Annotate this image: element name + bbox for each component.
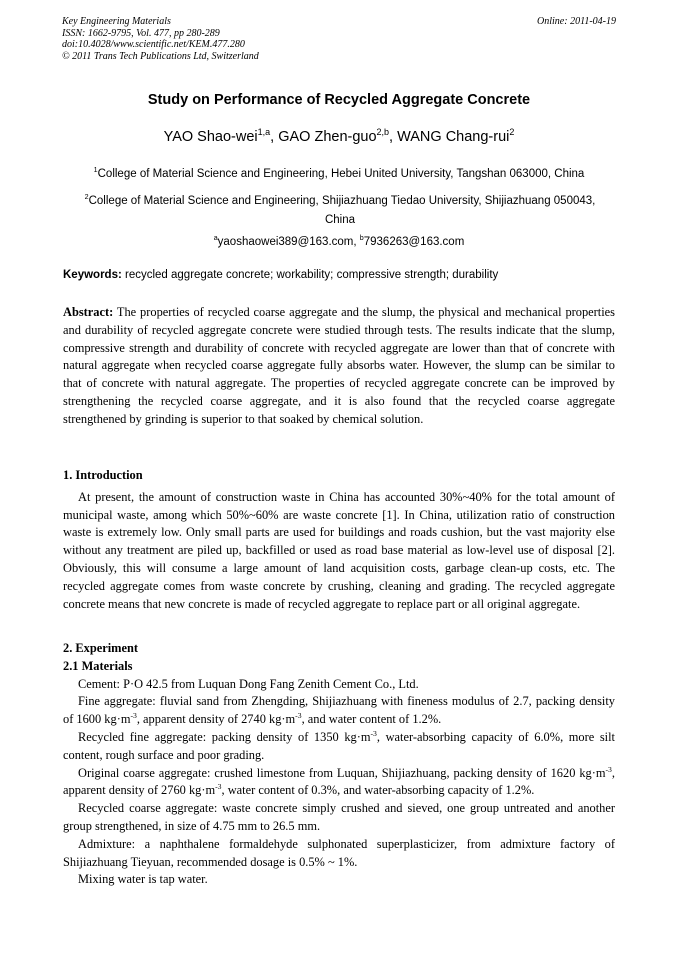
email-a[interactable]: yaoshaowei389@163.com, (217, 236, 357, 248)
paragraph-fine-aggregate (63, 693, 615, 729)
affil-mark: 2 (84, 193, 89, 202)
email-mark: b (359, 234, 364, 243)
email-b[interactable]: 7936263@163.com (363, 236, 465, 248)
email-line (62, 233, 616, 252)
issn-line: ISSN: 1662-9795, Vol. 477, pp 280-289 (62, 27, 220, 39)
abstract-text: The properties of recycled coarse aggregate and the slump, the physical and mechanical properties and durability of recycled aggregate concrete were studied through tests. The results indicate that the slump, compressive strength and durability of concrete with recycled aggregate are lower than that of concrete with natural aggregate when recycled coarse aggregate fully absorbs water. However, the slump can be similar to that of concrete with natural aggregate. The properties of recycled aggregate concrete can be improved by strengthening the recycled coarse aggregate, and it is also found that the recycled coarse aggregate strengthened by grinding is superior to that soaked by chemical solution. (63, 305, 615, 426)
paragraph-admixture: Admixture: a naphthalene formaldehyde sulphonated superplasticizer, from admixture factory of Shijiazhuang Tieyuan, recommended dosage is 0.5% ~ 1%. (63, 836, 615, 869)
author-affil-mark: 2 (509, 127, 515, 138)
doi-line: doi:10.4028/www.scientific.net/KEM.477.280 (62, 39, 245, 50)
keywords-label: Keywords: (63, 269, 122, 281)
affiliation-1 (62, 165, 616, 184)
abstract-section (63, 304, 615, 429)
subsection-heading: 2.1 Materials (63, 658, 133, 673)
superscript: -3 (370, 728, 377, 738)
text-run: , apparent density of 2760 kg·m (63, 765, 615, 798)
author-name: WANG Chang-rui (397, 129, 510, 145)
author-name: YAO Shao-wei (163, 129, 258, 145)
author-affil-mark: 1,a (257, 127, 271, 138)
journal-name: Key Engineering Materials (62, 16, 171, 27)
affil-text: College of Material Science and Engineering, Shijiazhuang Tiedao University, Shijiazhuang 050043, China (88, 195, 596, 226)
introduction-section (63, 467, 615, 613)
intro-paragraph: At present, the amount of construction waste in China has accounted 30%~40% for the total amount of municipal waste, among which 50%~60% are waste concrete [1]. In China, utilization ratio of construction waste is extremely low. Only small parts are used for buildings and roads cushion, but the vast majority else without any treatment are piled up, backfilled or used as road base material as low-level use of disposal [2]. Obviously, this will consume a large amount of land acquisition costs, garbage clean-up costs, etc. The recycled aggregate comes from waste concrete by crushing, cleaning and grading. The recycled aggregate concrete means that new concrete is made of recycled aggregate to replace part or all original aggregate. (63, 489, 615, 611)
paragraph-recycled-coarse: Recycled coarse aggregate: waste concrete simply crushed and sieved, one group untreated and another group strengthened, in size of 4.75 mm to 26.5 mm. (63, 801, 615, 833)
author-list: YAO Shao-wei$^{1,a}$, GAO Zhen-guo$^{2,b}$, WANG Chang-rui$^2$ (163, 127, 515, 145)
paragraph-recycled-fine (63, 729, 615, 765)
journal-header (62, 16, 616, 62)
text-run: , water-absorbing capacity of 6.0%, more silt content, rough surface and poor grading. (63, 729, 615, 762)
keywords (63, 269, 615, 281)
author-name: GAO Zhen-guo (278, 129, 377, 145)
author-affil-mark: 2,b (376, 127, 390, 138)
paragraph-water: Mixing water is tap water. (78, 872, 208, 887)
email-mark: a (213, 234, 218, 243)
online-date: Online: 2011-04-19 (537, 16, 616, 27)
affil-mark: 1 (93, 166, 98, 175)
text-run: Fine aggregate: fluvial sand from Zhengding, Shijiazhuang with fineness modulus of 2.7, packing density of 1600 kg·m (63, 694, 615, 727)
text-run: , water content of 0.3%, and water-absorbing capacity of 1.2%. (221, 783, 535, 798)
text-run: , and water content of 1.2%. (301, 712, 442, 727)
section-heading: 1. Introduction (63, 468, 143, 482)
paper-title: Study on Performance of Recycled Aggregate Concrete (147, 92, 531, 108)
superscript: -3 (130, 711, 137, 721)
superscript: -3 (215, 782, 222, 792)
keywords-text: recycled aggregate concrete; workability; compressive strength; durability (125, 269, 499, 281)
abstract-label: Abstract: (63, 305, 114, 319)
experiment-section (63, 640, 615, 889)
paragraph-cement: Cement: P·O 42.5 from Luquan Dong Fang Zenith Cement Co., Ltd. (78, 676, 419, 691)
affiliation-2 (84, 192, 596, 230)
section-heading: 2. Experiment (63, 641, 139, 655)
superscript: -3 (605, 764, 612, 774)
text-run: Recycled fine aggregate: packing density of 1350 kg·m (78, 729, 371, 744)
paragraph-coarse-aggregate (63, 765, 615, 801)
text-run: , apparent density of 2740 kg·m (136, 712, 296, 727)
affil-text: College of Material Science and Engineering, Hebei United University, Tangshan 063000, China (97, 168, 585, 180)
superscript: -3 (295, 711, 302, 721)
copyright-line: © 2011 Trans Tech Publications Ltd, Switzerland (62, 50, 259, 62)
text-run: Original coarse aggregate: crushed limestone from Luquan, Shijiazhuang, packing density of 1620 kg·m (78, 765, 606, 780)
